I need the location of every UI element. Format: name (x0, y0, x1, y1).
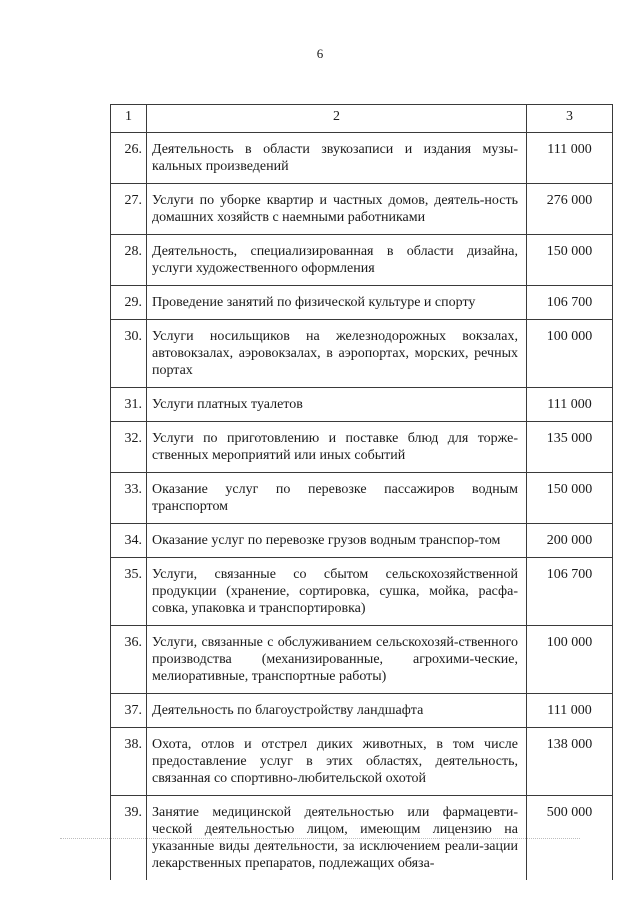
row-description: Услуги по приготовлению и поставке блюд для торже-ственных мероприятий или иных событий (147, 422, 527, 473)
table-row (111, 388, 613, 422)
row-number: 26. (111, 133, 147, 184)
row-description: Услуги платных туалетов (147, 388, 527, 422)
row-number: 29. (111, 286, 147, 320)
table-row (111, 320, 613, 388)
row-number: 27. (111, 184, 147, 235)
row-description: Деятельность в области звукозаписи и издания музы-кальных произведений (147, 133, 527, 184)
row-description: Услуги по уборке квартир и частных домов, деятель-ность домашних хозяйств с наемными работниками (147, 184, 527, 235)
row-amount: 150 000 (527, 235, 613, 286)
row-number: 38. (111, 728, 147, 796)
row-amount: 200 000 (527, 524, 613, 558)
row-amount: 106 700 (527, 558, 613, 626)
table-row (111, 728, 613, 796)
row-amount: 138 000 (527, 728, 613, 796)
column-header-amount: 3 (527, 105, 613, 133)
table-row (111, 133, 613, 184)
row-number: 28. (111, 235, 147, 286)
row-number: 33. (111, 473, 147, 524)
row-amount: 100 000 (527, 626, 613, 694)
row-description: Охота, отлов и отстрел диких животных, в том числе предоставление услуг в этих областях, деятельность, связанная со спортивно-любительской охотой (147, 728, 527, 796)
row-description: Проведение занятий по физической культуре и спорту (147, 286, 527, 320)
table-header-row (111, 105, 613, 133)
row-amount: 276 000 (527, 184, 613, 235)
row-number: 32. (111, 422, 147, 473)
row-number: 39. (111, 796, 147, 881)
row-number: 34. (111, 524, 147, 558)
row-description: Оказание услуг по перевозке грузов водным транспор-том (147, 524, 527, 558)
table-body (111, 133, 613, 881)
row-amount: 111 000 (527, 388, 613, 422)
table-row (111, 235, 613, 286)
table-row (111, 422, 613, 473)
scan-artifact-line (60, 838, 580, 840)
row-amount: 135 000 (527, 422, 613, 473)
row-number: 30. (111, 320, 147, 388)
column-header-number: 1 (111, 105, 147, 133)
row-description: Услуги, связанные со сбытом сельскохозяйственной продукции (хранение, сортировка, сушка, мойка, расфа-совка, упаковка и транспортировка) (147, 558, 527, 626)
row-amount: 150 000 (527, 473, 613, 524)
table-row (111, 524, 613, 558)
row-number: 36. (111, 626, 147, 694)
row-amount: 106 700 (527, 286, 613, 320)
row-description: Услуги носильщиков на железнодорожных вокзалах, автовокзалах, аэровокзалах, в аэропортах, морских, речных портах (147, 320, 527, 388)
row-number: 37. (111, 694, 147, 728)
row-number: 31. (111, 388, 147, 422)
table-row (111, 558, 613, 626)
row-description: Деятельность по благоустройству ландшафта (147, 694, 527, 728)
row-number: 35. (111, 558, 147, 626)
table-row (111, 626, 613, 694)
row-amount: 111 000 (527, 133, 613, 184)
row-amount: 100 000 (527, 320, 613, 388)
column-header-description: 2 (147, 105, 527, 133)
row-description: Услуги, связанные с обслуживанием сельскохозяй-ственного производства (механизированные, агрохими-ческие, мелиоративные, транспортные работы) (147, 626, 527, 694)
table-row (111, 286, 613, 320)
row-description: Оказание услуг по перевозке пассажиров водным транспортом (147, 473, 527, 524)
row-amount: 500 000 (527, 796, 613, 881)
row-description: Занятие медицинской деятельностью или фармацевти-ческой деятельностью лицом, имеющим лицензию на указанные виды деятельности, за исключением реали-зации лекарственных препаратов, подлежащих обяза- (147, 796, 527, 881)
table-row (111, 184, 613, 235)
table-row (111, 694, 613, 728)
row-amount: 111 000 (527, 694, 613, 728)
page-number: 6 (316, 46, 324, 61)
row-description: Деятельность, специализированная в области дизайна, услуги художественного оформления (147, 235, 527, 286)
tax-rate-table (110, 104, 613, 880)
table-row (111, 473, 613, 524)
